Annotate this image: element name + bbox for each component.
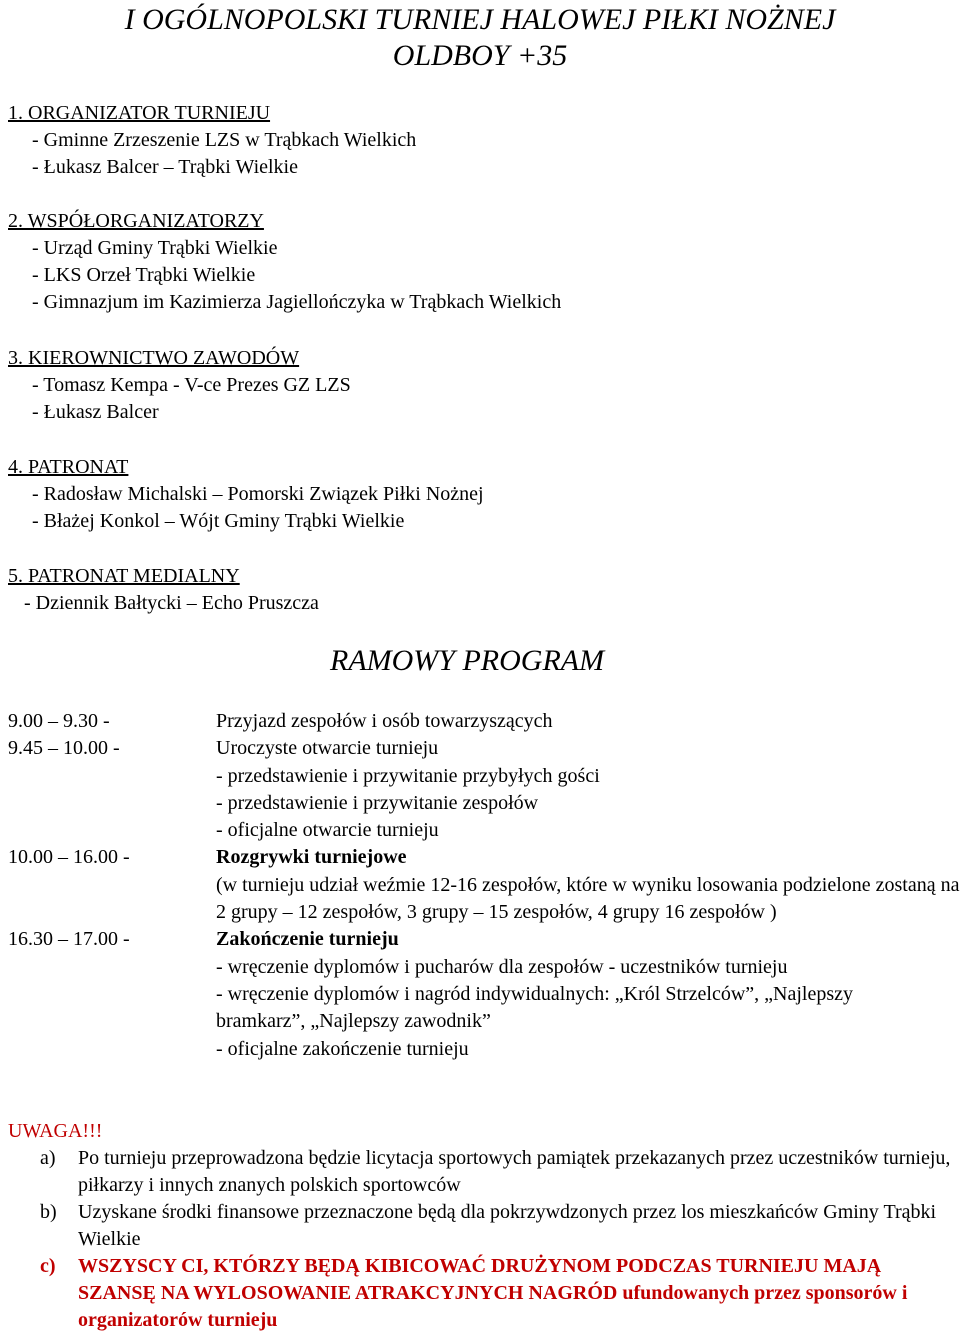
section-line: - Błażej Konkol – Wójt Gminy Trąbki Wielkie (32, 510, 405, 532)
program-row (8, 708, 960, 735)
section-line: - Radosław Michalski – Pomorski Związek Piłki Nożnej (32, 483, 484, 505)
section-line: - Dziennik Bałtycki – Echo Pruszcza (24, 592, 319, 614)
note-text: WSZYSCY CI, KTÓRZY BĘDĄ KIBICOWAĆ DRUŻYNOM PODCZAS TURNIEJU MAJĄ SZANSĘ NA WYLOSOWANIE ATRAKCYJNYCH NAGRÓD ufundowanych przez sponsorów i organizatorów turnieju (78, 1255, 908, 1331)
program-line: - przedstawienie i przywitanie przybyłych gości (216, 764, 600, 787)
section-wspolorganizatorzy (8, 208, 561, 316)
program-time: 10.00 – 16.00 - (8, 846, 130, 869)
section-line: - Gminne Zrzeszenie LZS w Trąbkach Wielkich (32, 129, 417, 151)
program-line: Przyjazd zespołów i osób towarzyszących (216, 710, 553, 732)
program-line: Uroczyste otwarcie turnieju (216, 737, 439, 760)
section-heading: 4. PATRONAT (8, 456, 129, 478)
program-title: RAMOWY PROGRAM (330, 644, 605, 677)
section-heading: 5. PATRONAT MEDIALNY (8, 565, 240, 587)
document-title: I OGÓLNOPOLSKI TURNIEJ HALOWEJ PIŁKI NOŻNEJ (124, 3, 836, 36)
program-line: - wręczenie dyplomów i pucharów dla zespołów - uczestników turnieju (216, 955, 788, 978)
program-line: - przedstawienie i przywitanie zespołów (216, 791, 539, 814)
note-label: c) (40, 1255, 56, 1277)
note-text: Po turnieju przeprowadzona będzie licytacja sportowych pamiątek przekazanych przez uczestników turnieju, piłkarzy i innych znanych polskich sportowców (78, 1147, 951, 1196)
note-label: a) (40, 1147, 56, 1169)
program-schedule (8, 708, 960, 1063)
section-line: - Urząd Gminy Trąbki Wielkie (32, 237, 278, 259)
section-heading: 1. ORGANIZATOR TURNIEJU (8, 102, 271, 124)
program-time: 16.30 – 17.00 - (8, 928, 130, 951)
program-line: Rozgrywki turniejowe (216, 846, 407, 869)
section-line: - LKS Orzeł Trąbki Wielkie (32, 264, 256, 286)
note-item (40, 1199, 960, 1253)
document-subtitle: OLDBOY +35 (392, 39, 568, 72)
program-line: - oficjalne otwarcie turnieju (216, 819, 439, 842)
section-patronat-medialny (8, 563, 319, 617)
note-text: Uzyskane środki finansowe przeznaczone będą dla pokrzywdzonych przez los mieszkańców Gminy Trąbki Wielkie (78, 1201, 937, 1250)
section-organizator (8, 100, 416, 181)
section-kierownictwo (8, 345, 351, 426)
program-line: - oficjalne zakończenie turnieju (216, 1037, 469, 1060)
program-line: (w turnieju udział weźmie 12-16 zespołów, które w wyniku losowania podzielone zostaną na 2 grupy – 12 zespołów, 3 grupy – 15 zespołów, 4 grupy 16 zespołów ) (216, 873, 960, 924)
note-item (40, 1145, 960, 1199)
uwaga-heading: UWAGA!!! (8, 1120, 103, 1142)
program-time: 9.00 – 9.30 - (8, 710, 110, 732)
note-label: b) (40, 1201, 57, 1223)
program-row (8, 926, 960, 1062)
program-line: Zakończenie turnieju (216, 928, 399, 951)
program-row (8, 844, 960, 926)
program-row (8, 735, 960, 844)
section-patronat (8, 454, 484, 535)
section-heading: 2. WSPÓŁORGANIZATORZY (8, 210, 264, 232)
notes-list (40, 1145, 960, 1334)
note-item (40, 1253, 960, 1334)
program-line: - wręczenie dyplomów i nagród indywidualnych: „Król Strzelców”, „Najlepszy bramkarz”, „Najlepszy zawodnik” (216, 982, 854, 1033)
program-time: 9.45 – 10.00 - (8, 737, 120, 760)
section-line: - Gimnazjum im Kazimierza Jagiellończyka w Trąbkach Wielkich (32, 291, 562, 313)
section-line: - Tomasz Kempa - V-ce Prezes GZ LZS (32, 374, 351, 396)
section-line: - Łukasz Balcer (32, 401, 159, 423)
section-line: - Łukasz Balcer – Trąbki Wielkie (32, 156, 298, 178)
section-heading: 3. KIEROWNICTWO ZAWODÓW (8, 347, 300, 369)
